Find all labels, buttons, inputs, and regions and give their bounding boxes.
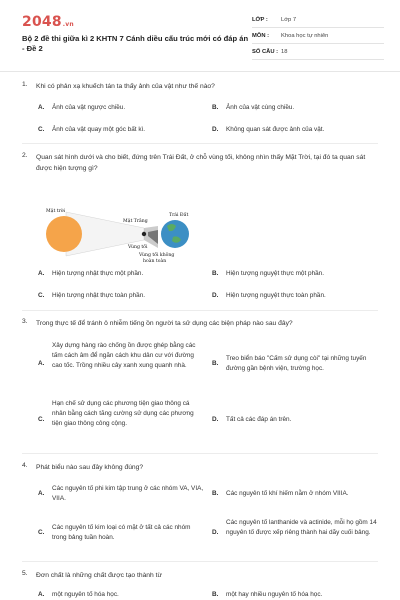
info-label: SỐ CÂU : — [252, 48, 279, 55]
option-4a[interactable] — [38, 484, 206, 504]
option-letter: C. — [38, 416, 45, 423]
info-value: Khoa học tự nhiên — [281, 32, 329, 39]
option-letter: B. — [212, 104, 219, 111]
option-3d[interactable] — [212, 415, 382, 425]
info-label: LỚP : — [252, 16, 268, 23]
info-row-mon — [252, 28, 384, 44]
option-text: Các nguyên tố lanthanide và actinide, mỗi họ gồm 14 nguyên tố được xếp riêng thành hai dãy cuối bảng. — [226, 519, 377, 536]
earth-icon — [161, 220, 189, 248]
question-number: 4. — [22, 462, 28, 469]
info-value: Lớp 7 — [281, 16, 297, 23]
option-text: Hiện tượng nguyệt thực toàn phần. — [226, 292, 326, 299]
option-text: Ảnh của vật ngược chiều. — [52, 104, 126, 111]
label-penumbra: Vùng tối không — [139, 253, 175, 258]
question-stem: Đơn chất là những chất được tạo thành từ — [36, 572, 162, 579]
option-text: một nguyên tố hóa học. — [52, 591, 119, 598]
option-text: Treo biển báo "Cấm sử dụng còi" tại những tuyến đường gần bệnh viện, trường học. — [226, 355, 367, 372]
option-3c[interactable] — [38, 399, 206, 441]
option-letter: D. — [212, 529, 219, 536]
label-shadow: Vùng tối — [128, 245, 148, 250]
info-row-socau — [252, 44, 384, 60]
option-letter: B. — [212, 360, 219, 367]
option-text: Hiện tượng nguyệt thực một phần. — [226, 270, 325, 277]
option-4c[interactable] — [38, 523, 206, 543]
option-letter: A. — [38, 270, 45, 277]
option-letter: B. — [212, 490, 219, 497]
question-divider — [22, 561, 378, 562]
option-text: Xây dựng hàng rào chống ồn được ghép bằng các tấm cách âm để ngăn cách khu dân cư với đường cao tốc. Trồng nhiều cây xanh xung quanh nhà. — [52, 342, 196, 369]
option-text: một hay nhiều nguyên tố hóa học. — [226, 591, 323, 598]
option-letter: B. — [212, 270, 219, 277]
option-letter: C. — [38, 126, 45, 133]
option-letter: A. — [38, 360, 45, 367]
label-earth: Trái Đất — [169, 213, 189, 218]
eclipse-figure — [36, 204, 206, 264]
document-info-table — [252, 12, 384, 60]
option-letter: D. — [212, 126, 219, 133]
label-sun: Mặt trời — [46, 209, 66, 214]
option-text: Tất cả các đáp án trên. — [226, 416, 292, 423]
label-penumbra-2: hoàn toàn — [143, 259, 167, 264]
option-text: Hiện tượng nhật thực toàn phần. — [52, 292, 146, 299]
question-divider — [22, 453, 378, 454]
option-text: Hiện tượng nhật thực một phần. — [52, 270, 144, 277]
question-stem: Trong thực tế để tránh ô nhiễm tiếng ồn người ta sử dụng các biện pháp nào sau đây? — [36, 320, 293, 327]
option-3b[interactable] — [212, 354, 382, 374]
logo-text: 2048 — [22, 14, 62, 30]
option-letter: A. — [38, 104, 45, 111]
label-moon: Mặt Trăng — [123, 219, 148, 224]
option-letter: C. — [38, 529, 45, 536]
question-stem: Quan sát hình dưới và cho biết, đứng trên Trái Đất, ở chỗ vùng tối, không nhìn thấy Mặt Trời, tại đó ta quan sát được hiện tượng gì? — [36, 154, 366, 172]
option-text: Các nguyên tố kim loại có mặt ở tất cả các nhóm trong bảng tuần hoàn. — [52, 524, 191, 541]
option-letter: D. — [212, 416, 219, 423]
document-header — [0, 0, 400, 70]
option-letter: A. — [38, 490, 45, 497]
header-divider — [0, 71, 400, 72]
option-text: Các nguyên tố khí hiếm nằm ở nhóm VIIIA. — [226, 490, 349, 497]
question-number: 2. — [22, 152, 28, 159]
site-logo[interactable] — [22, 14, 74, 30]
option-letter: D. — [212, 292, 219, 299]
option-4d[interactable] — [212, 518, 382, 548]
moon-icon — [142, 232, 146, 236]
option-3a[interactable] — [38, 341, 206, 387]
question-divider — [22, 310, 378, 311]
question-stem: Khi có phản xạ khuếch tán ta thấy ảnh của vật như thế nào? — [36, 83, 215, 90]
question-divider — [22, 143, 378, 144]
question-number: 5. — [22, 570, 28, 577]
info-label: MÔN : — [252, 32, 270, 39]
info-value: 18 — [281, 48, 288, 55]
option-text: Không quan sát được ảnh của vật. — [226, 126, 325, 133]
option-letter: B. — [212, 591, 219, 598]
option-4b[interactable] — [212, 489, 382, 499]
option-text: Các nguyên tố phi kim tập trung ở các nhóm VA, VIA, VIIA. — [52, 485, 204, 502]
option-letter: A. — [38, 591, 45, 598]
sun-icon — [46, 216, 82, 252]
question-stem: Phát biểu nào sau đây không đúng? — [36, 464, 144, 471]
option-text: Ảnh của vật quay một góc bất kì. — [52, 126, 146, 133]
option-text: Ảnh của vật cùng chiều. — [226, 104, 295, 111]
option-letter: C. — [38, 292, 45, 299]
question-number: 3. — [22, 318, 28, 325]
logo-suffix: .vn — [62, 21, 74, 28]
info-row-lop — [252, 12, 384, 28]
option-text: Hạn chế sử dụng các phương tiện giao thông cá nhân bằng cách tăng cường sử dụng các phương tiện giao thông công cộng. — [52, 400, 194, 427]
document-title: Bộ 2 đề thi giữa kì 2 KHTN 7 Cánh diều cấu trúc mới có đáp án - Đề 2 — [22, 34, 249, 53]
question-number: 1. — [22, 81, 28, 88]
